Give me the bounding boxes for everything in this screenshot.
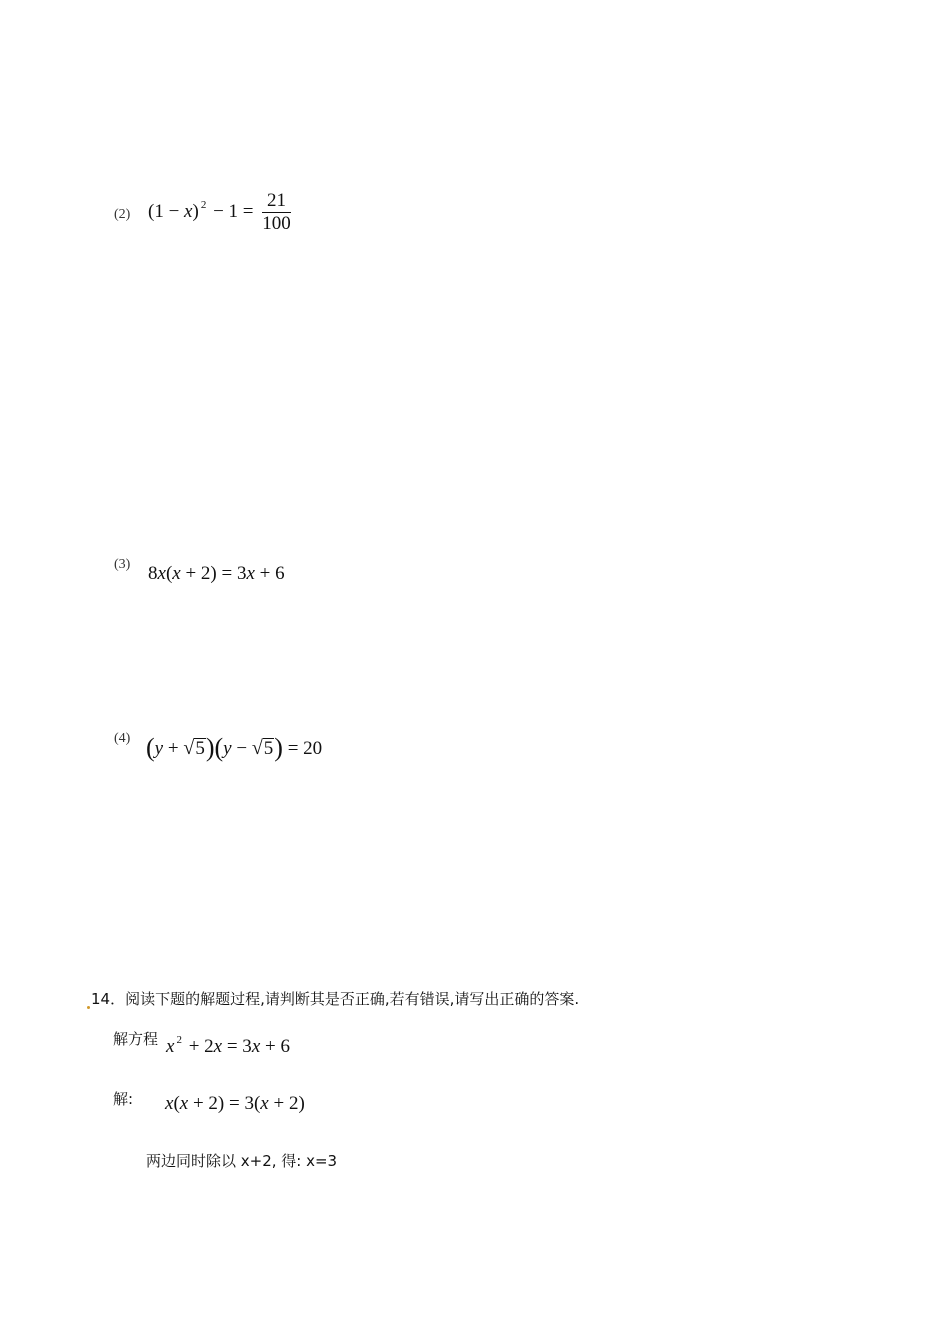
q14-sol-var-x3: x	[260, 1093, 269, 1114]
q14-eq-var-x1: x	[166, 1036, 175, 1057]
q14-sol-var-x2: x	[179, 1093, 189, 1114]
p4-radicand-1: 5	[195, 738, 205, 759]
problem-4-equation	[146, 731, 322, 761]
q14-eq-var-x3: x	[251, 1036, 261, 1057]
p4-open-paren-2: (	[214, 733, 224, 762]
p4-radicand-2: 5	[263, 738, 274, 759]
solve-label: 解方程	[113, 1030, 159, 1048]
p2-lhs-close: )	[192, 200, 199, 222]
p4-var-y1: y	[154, 738, 164, 759]
q14-solution-equation	[165, 1093, 305, 1115]
problem-4-number: (4)	[114, 731, 131, 746]
problem-3-number: (3)	[114, 557, 131, 572]
p4-sqrt-1: √5	[183, 737, 205, 759]
p3-var-x2: x	[172, 563, 181, 584]
p4-close-paren-1: )	[205, 733, 215, 762]
p4-equals: = 20	[282, 738, 323, 759]
solution-step: 两边同时除以 x+2, 得: x=3	[146, 1152, 338, 1170]
q14-sol-var-x1: x	[165, 1093, 174, 1114]
q14-sol-end: + 2)	[268, 1093, 305, 1114]
q14-text: ．阅读下题的解题过程,请判断其是否正确,若有错误,请写出正确的答案.	[110, 990, 580, 1008]
p2-var-x: x	[184, 200, 193, 222]
q14-equation	[166, 1036, 290, 1058]
p4-open-paren-1: (	[146, 733, 155, 762]
mark-dot	[87, 1006, 90, 1009]
q14-sol-middle: + 2) = 3(	[188, 1093, 261, 1114]
p4-plus: +	[163, 738, 184, 759]
p3-tail: + 6	[254, 563, 285, 584]
p2-numerator: 21	[262, 190, 291, 213]
p2-denominator: 100	[262, 213, 291, 234]
q14-eq-exponent: 2	[176, 1034, 182, 1046]
problem-2-number: (2)	[114, 207, 131, 222]
question-14-prompt	[86, 988, 579, 1009]
solution-label: 解:	[113, 1090, 134, 1108]
q14-eq-mid: + 2	[183, 1036, 214, 1057]
q14-eq-end: + 6	[260, 1036, 290, 1057]
q14-eq-var-x2: x	[213, 1036, 223, 1057]
p2-lhs-tail: − 1 =	[208, 200, 259, 222]
q14-number: 14	[91, 990, 111, 1008]
p4-close-paren-2: )	[274, 733, 283, 762]
problem-2-equation	[148, 190, 291, 235]
p3-paren: (	[165, 563, 173, 584]
p4-sqrt-2: √5	[251, 737, 274, 759]
p2-fraction	[262, 190, 291, 235]
p3-var-x1: x	[157, 563, 166, 584]
q14-eq-mid2: = 3	[222, 1036, 252, 1057]
p3-coef: 8	[148, 563, 158, 584]
problem-3-equation	[148, 563, 285, 585]
p2-lhs-open: (1 −	[148, 200, 185, 222]
p4-minus: −	[231, 738, 252, 759]
p2-exponent: 2	[200, 198, 207, 211]
q14-sol-paren: (	[173, 1093, 180, 1114]
p3-middle: + 2) = 3	[180, 563, 247, 584]
p3-var-x3: x	[246, 563, 255, 584]
p4-var-y2: y	[223, 738, 232, 759]
